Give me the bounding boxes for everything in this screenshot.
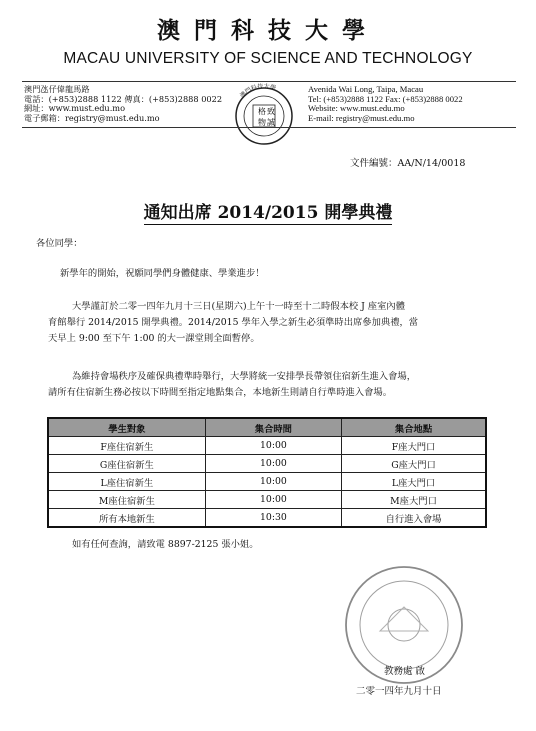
table-cell: 10:00 [205, 455, 341, 473]
logo-char: 誠 [267, 118, 275, 127]
table-cell: 自行進入會場 [342, 509, 486, 528]
contact-line: 網址：www.must.edu.mo [24, 103, 126, 114]
table-header-cell: 學生對象 [48, 418, 205, 437]
salutation: 各位同學： [36, 238, 83, 249]
table-cell: M座大門口 [342, 491, 486, 509]
contact-line: E-mail: registry@must.edu.mo [308, 112, 415, 123]
paragraph-arrangement-line: 為維持會場秩序及確保典禮準時舉行，大學將統一安排學長帶領住宿新生進入會場， [72, 371, 416, 382]
logo-char: 格 [258, 107, 266, 116]
table-row [48, 437, 486, 455]
university-logo [226, 80, 302, 146]
table-header-cell: 集合時間 [205, 418, 341, 437]
table-cell: M座住宿新生 [48, 491, 205, 509]
table-row [48, 473, 486, 491]
paragraph-ceremony-line: 大學謹訂於二零一四年九月十三日(星期六)上午十一時至十二時假本校 J 座室內體 [72, 301, 405, 312]
paragraph-greeting: 新學年的開始，祝願同學們身體健康、學業進步！ [60, 268, 265, 279]
table-row [48, 509, 486, 528]
table-row [48, 491, 486, 509]
contact-line: 澳門氹仔偉龍馬路 [24, 84, 90, 94]
paragraph-ceremony-line: 育館舉行 2014/2015 開學典禮。2014/2015 學年入學之新生必須準時出席參加典禮，當 [48, 317, 419, 328]
enquiry-note: 如有任何查詢，請致電 8897-2125 張小姐。 [72, 539, 259, 550]
contact-line: 電子郵箱：registry@must.edu.mo [24, 112, 160, 123]
table-cell: G座住宿新生 [48, 455, 205, 473]
notice-title-text: 通知出席 2014/2015 開學典禮 [143, 203, 393, 223]
table-row [48, 455, 486, 473]
table-cell: 10:00 [205, 491, 341, 509]
contact-line: Avenida Wai Long, Taipa, Macau [308, 84, 424, 94]
issuing-office: 教務處 啟 [384, 666, 426, 677]
logo-char: 物 [258, 118, 266, 127]
table-cell: 10:00 [205, 437, 341, 455]
paragraph-ceremony-line: 天早上 9:00 至下午 1:00 的大一課堂則全面暫停。 [48, 333, 260, 344]
header-rule-bottom [22, 127, 516, 128]
table-cell: L座住宿新生 [48, 473, 205, 491]
document-number: 文件編號：AA/N/14/0018 [350, 158, 466, 169]
logo-char: 致 [267, 107, 275, 116]
table-cell: G座大門口 [342, 455, 486, 473]
university-name-english: MACAU UNIVERSITY OF SCIENCE AND TECHNOLOGY [63, 50, 473, 67]
table-header-cell: 集合地點 [342, 418, 486, 437]
contact-line: 電話：(+853)2888 1122 傳真：(+853)2888 0022 [24, 93, 223, 104]
table-cell: F座大門口 [342, 437, 486, 455]
table-cell: F座住宿新生 [48, 437, 205, 455]
table-cell: 10:00 [205, 473, 341, 491]
paragraph-arrangement-line: 請所有住宿新生務必按以下時間至指定地點集合，本地新生則請自行準時進入會場。 [48, 387, 392, 398]
issue-date: 二零一四年九月十日 [356, 686, 442, 697]
table-cell: 10:30 [205, 509, 341, 528]
contact-block-english [308, 85, 463, 123]
contact-block-chinese [24, 85, 222, 123]
contact-line: Tel: (+853)2888 1122 Fax: (+853)2888 0022 [308, 93, 463, 104]
table-cell: 所有本地新生 [48, 509, 205, 528]
logo-arc-text: 澳門科技大學 [238, 82, 277, 100]
assembly-schedule-table [47, 417, 487, 528]
table-cell: L座大門口 [342, 473, 486, 491]
contact-line: Website: www.must.edu.mo [308, 103, 405, 114]
table-header-row [48, 418, 486, 437]
notice-title [0, 198, 536, 223]
university-name-chinese: 澳門科技大學 [157, 17, 379, 44]
